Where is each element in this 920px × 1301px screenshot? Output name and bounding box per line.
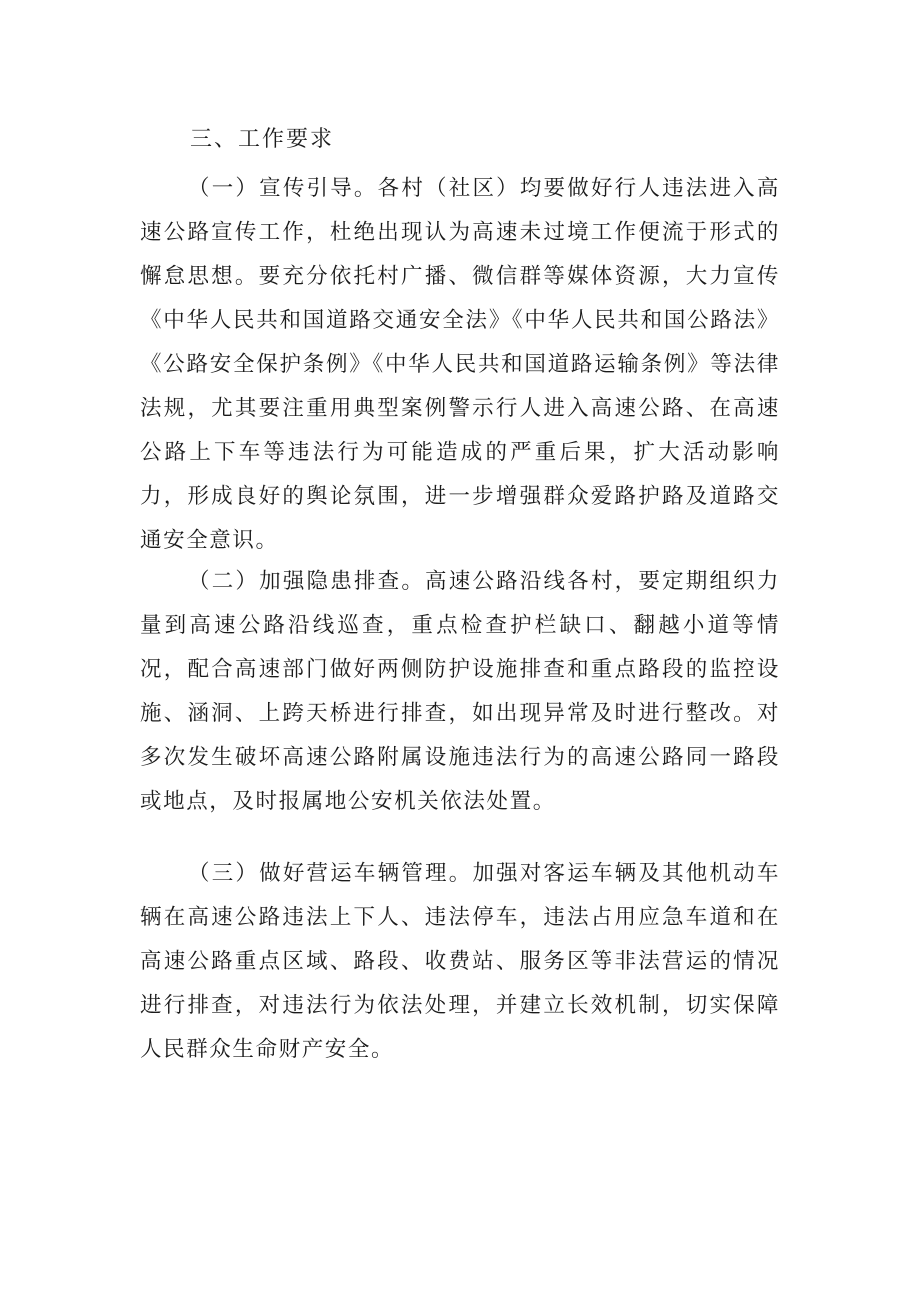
- section-heading: 三、工作要求: [190, 127, 335, 152]
- paragraph-vehicle-management: （三）做好营运车辆管理。加强对客运车辆及其他机动车辆在高速公路违法上下人、违法停车，违法占用应急车道和在高速公路重点区域、路段、收费站、服务区等非法营运的情况进行排查，对违法行为依法处理，并建立长效机制，切实保障人民群众生命财产安全。: [140, 861, 780, 1062]
- paragraph-publicity: （一）宣传引导。各村（社区）均要做好行人违法进入高速公路宣传工作，杜绝出现认为高速未过境工作便流于形式的懈怠思想。要充分依托村广播、微信群等媒体资源，大力宣传《中华人民共和国道路交通安全法》《中华人民共和国公路法》《公路安全保护条例》《中华人民共和国道路运输条例》等法律法规，尤其要注重用典型案例警示行人进入高速公路、在高速公路上下车等违法行为可能造成的严重后果，扩大活动影响力，形成良好的舆论氛围，进一步增强群众爱路护路及道路交通安全意识。: [140, 176, 780, 553]
- paragraph-hazard-inspection: （二）加强隐患排查。高速公路沿线各村，要定期组织力量到高速公路沿线巡查，重点检查护栏缺口、翻越小道等情况，配合高速部门做好两侧防护设施排查和重点路段的监控设施、涵洞、上跨天桥进行排查，如出现异常及时进行整改。对多次发生破坏高速公路附属设施违法行为的高速公路同一路段或地点，及时报属地公安机关依法处置。: [140, 569, 780, 814]
